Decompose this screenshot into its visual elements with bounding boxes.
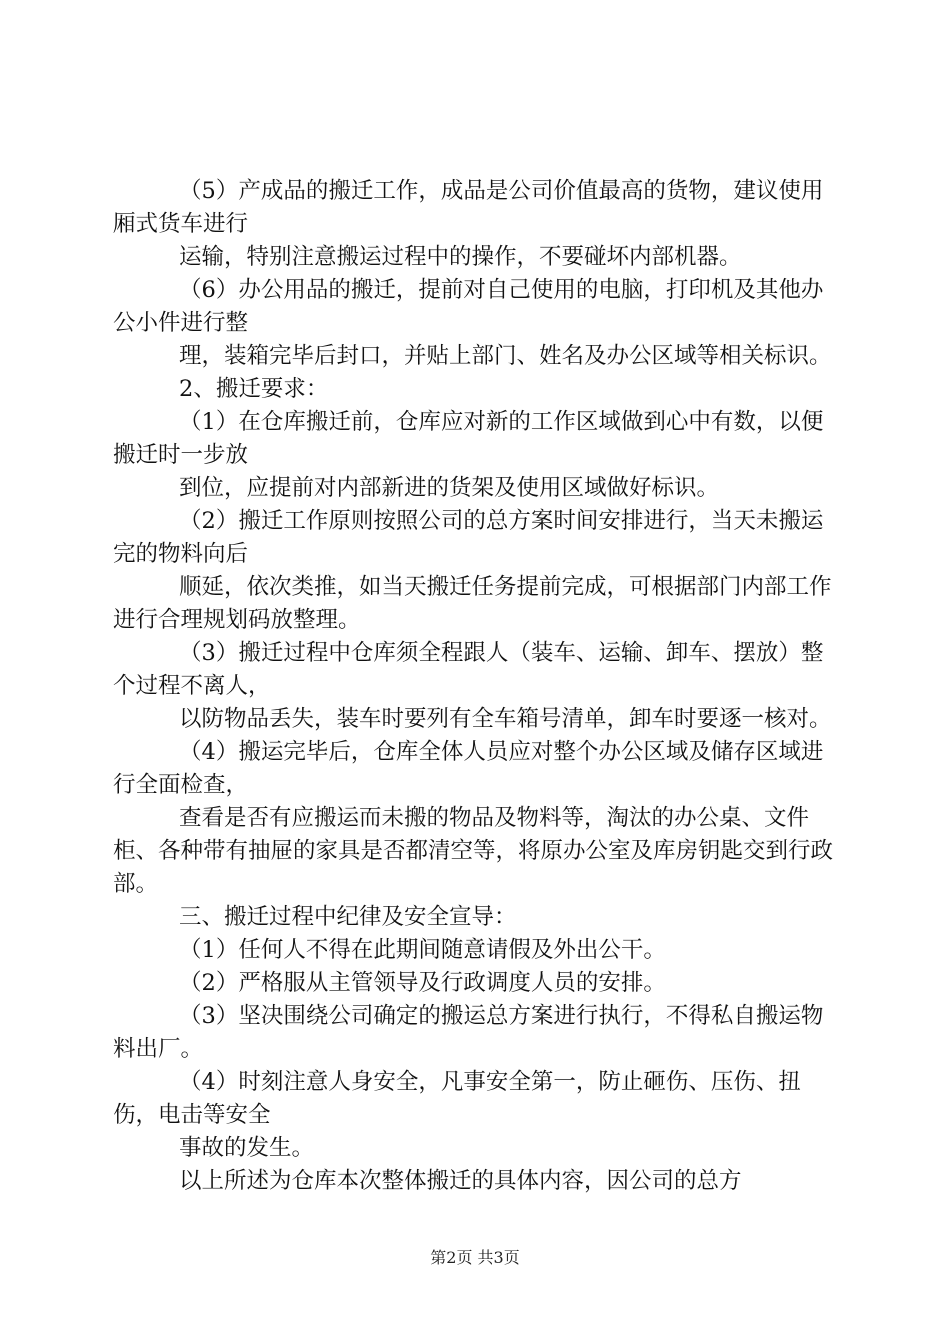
paragraph: （4）搬运完毕后，仓库全体人员应对整个办公区域及储存区域进行全面检查， — [113, 739, 824, 798]
section-heading: 三、搬迁过程中纪律及安全宣导： — [179, 904, 517, 930]
paragraph: 到位，应提前对内部新进的货架及使用区域做好标识。 — [179, 475, 720, 501]
paragraph: （1）任何人不得在此期间随意请假及外出公干。 — [179, 937, 666, 963]
paragraph: （5）产成品的搬迁工作，成品是公司价值最高的货物，建议使用厢式货车进行 — [113, 178, 824, 237]
paragraph: 运输，特别注意搬运过程中的操作，不要碰坏内部机器。 — [179, 244, 742, 270]
paragraph: （3）坚决围绕公司确定的搬运总方案进行执行，不得私自搬运物料出厂。 — [113, 1003, 824, 1062]
paragraph: 查看是否有应搬运而未搬的物品及物料等，淘汰的办公桌、文件柜、各种带有抽屉的家具是否都清空等，将原办公室及库房钥匙交到行政部。 — [113, 805, 834, 897]
document-body — [113, 175, 843, 1198]
paragraph: 理，装箱完毕后封口，并贴上部门、姓名及办公区域等相关标识。 — [179, 343, 832, 369]
paragraph: （6）办公用品的搬迁，提前对自己使用的电脑，打印机及其他办公小件进行整 — [113, 277, 824, 336]
paragraph: （2）严格服从主管领导及行政调度人员的安排。 — [179, 970, 666, 996]
paragraph: （1）在仓库搬迁前，仓库应对新的工作区域做到心中有数，以便搬迁时一步放 — [113, 409, 824, 468]
paragraph: 顺延，依次类推，如当天搬迁任务提前完成，可根据部门内部工作进行合理规划码放整理。 — [113, 574, 832, 633]
paragraph: （3）搬迁过程中仓库须全程跟人（装车、运输、卸车、摆放）整个过程不离人， — [113, 640, 824, 699]
paragraph: （2）搬迁工作原则按照公司的总方案时间安排进行，当天未搬运完的物料向后 — [113, 508, 824, 567]
page-number-footer: 第2页 共3页 — [430, 1248, 520, 1267]
section-heading: 2、搬迁要求： — [179, 376, 329, 402]
paragraph: 以上所述为仓库本次整体搬迁的具体内容，因公司的总方 — [179, 1168, 742, 1194]
paragraph: （4）时刻注意人身安全，凡事安全第一，防止砸伤、压伤、扭伤，电击等安全 — [113, 1069, 801, 1128]
paragraph: 事故的发生。 — [179, 1135, 315, 1161]
paragraph: 以防物品丢失，装车时要列有全车箱号清单，卸车时要逐一核对。 — [179, 706, 832, 732]
